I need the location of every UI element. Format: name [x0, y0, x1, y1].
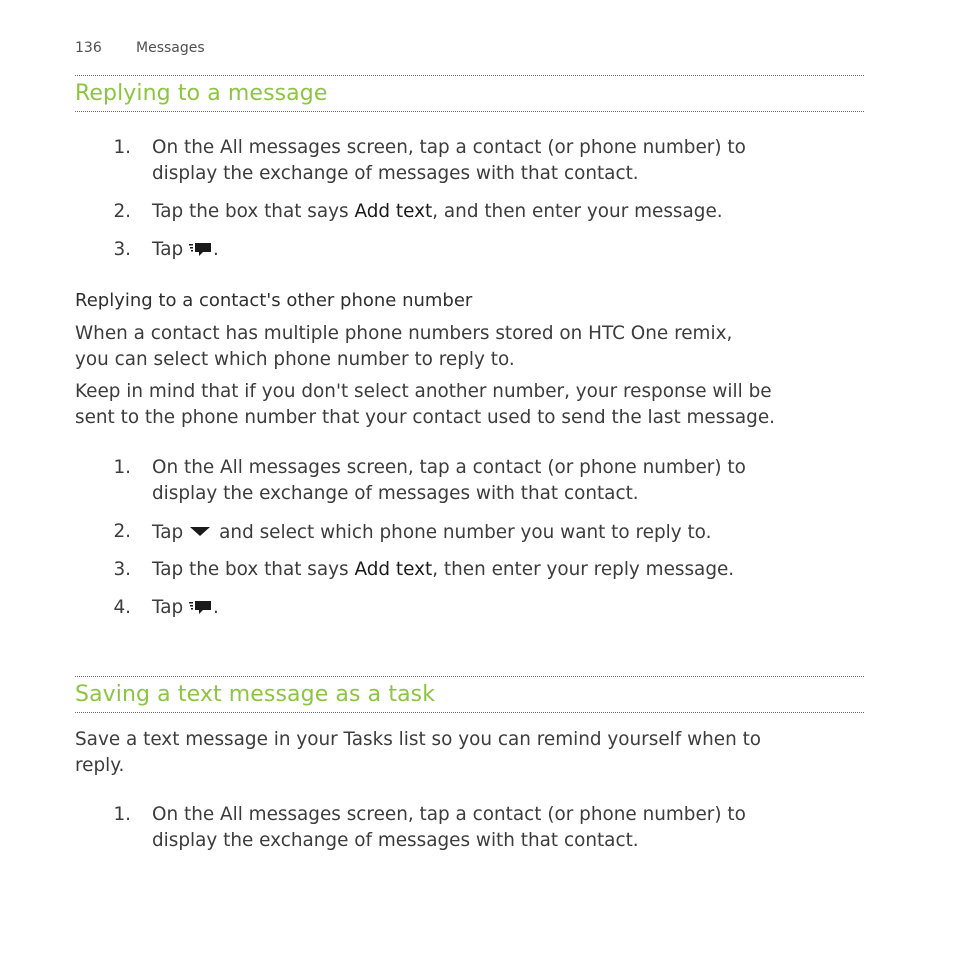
step-number: 1.	[113, 804, 131, 825]
step-text-line: display the exchange of messages with that contact.	[152, 483, 639, 504]
paragraph: When a contact has multiple phone numbers stored on HTC One remix, you can select which phone number to reply to.	[75, 323, 733, 370]
chapter-title: Messages	[136, 40, 205, 56]
send-message-icon	[189, 597, 213, 613]
step-number: 2.	[113, 201, 131, 222]
section-heading-replying: Replying to a message	[75, 81, 328, 106]
section-rule-top	[75, 676, 864, 677]
section-rule-bottom	[75, 111, 864, 112]
step-text-line: On the All messages screen, tap a contact (or phone number) to	[152, 137, 746, 158]
step-text: Tap .	[152, 239, 219, 260]
section-rule-top	[75, 75, 864, 76]
step-number: 1.	[113, 137, 131, 158]
subsection-heading: Replying to a contact's other phone number	[75, 290, 473, 311]
step-number: 3.	[113, 559, 131, 580]
step-text: Tap and select which phone number you want to reply to.	[152, 519, 852, 546]
step-text-line: display the exchange of messages with that contact.	[152, 830, 639, 851]
step-text: Tap the box that says Add text, then enter your reply message.	[152, 559, 735, 580]
step-number: 4.	[113, 597, 131, 618]
paragraph: Save a text message in your Tasks list so you can remind yourself when to reply.	[75, 729, 762, 776]
paragraph: Keep in mind that if you don't select another number, your response will be sent to the phone number that your contact used to send the last message.	[75, 381, 776, 428]
step-text-line: On the All messages screen, tap a contact (or phone number) to	[152, 457, 746, 478]
section-rule-bottom	[75, 712, 864, 713]
dropdown-arrow-icon	[189, 519, 211, 531]
step-text	[152, 455, 852, 507]
ui-label-add-text: Add text	[354, 559, 433, 580]
step-text: Tap the box that says Add text, and then enter your message.	[152, 201, 723, 222]
step-text-line: display the exchange of messages with that contact.	[152, 163, 639, 184]
step-text	[152, 802, 852, 854]
step-number: 2.	[113, 521, 131, 542]
step-text	[152, 135, 852, 187]
step-text-line: On the All messages screen, tap a contact (or phone number) to	[152, 804, 746, 825]
send-message-icon	[189, 239, 213, 255]
section-heading-saving: Saving a text message as a task	[75, 682, 436, 707]
step-text: Tap .	[152, 597, 219, 618]
page-number: 136	[75, 40, 102, 56]
step-number: 3.	[113, 239, 131, 260]
ui-label-add-text: Add text	[354, 201, 433, 222]
page-header	[75, 40, 205, 56]
step-number: 1.	[113, 457, 131, 478]
